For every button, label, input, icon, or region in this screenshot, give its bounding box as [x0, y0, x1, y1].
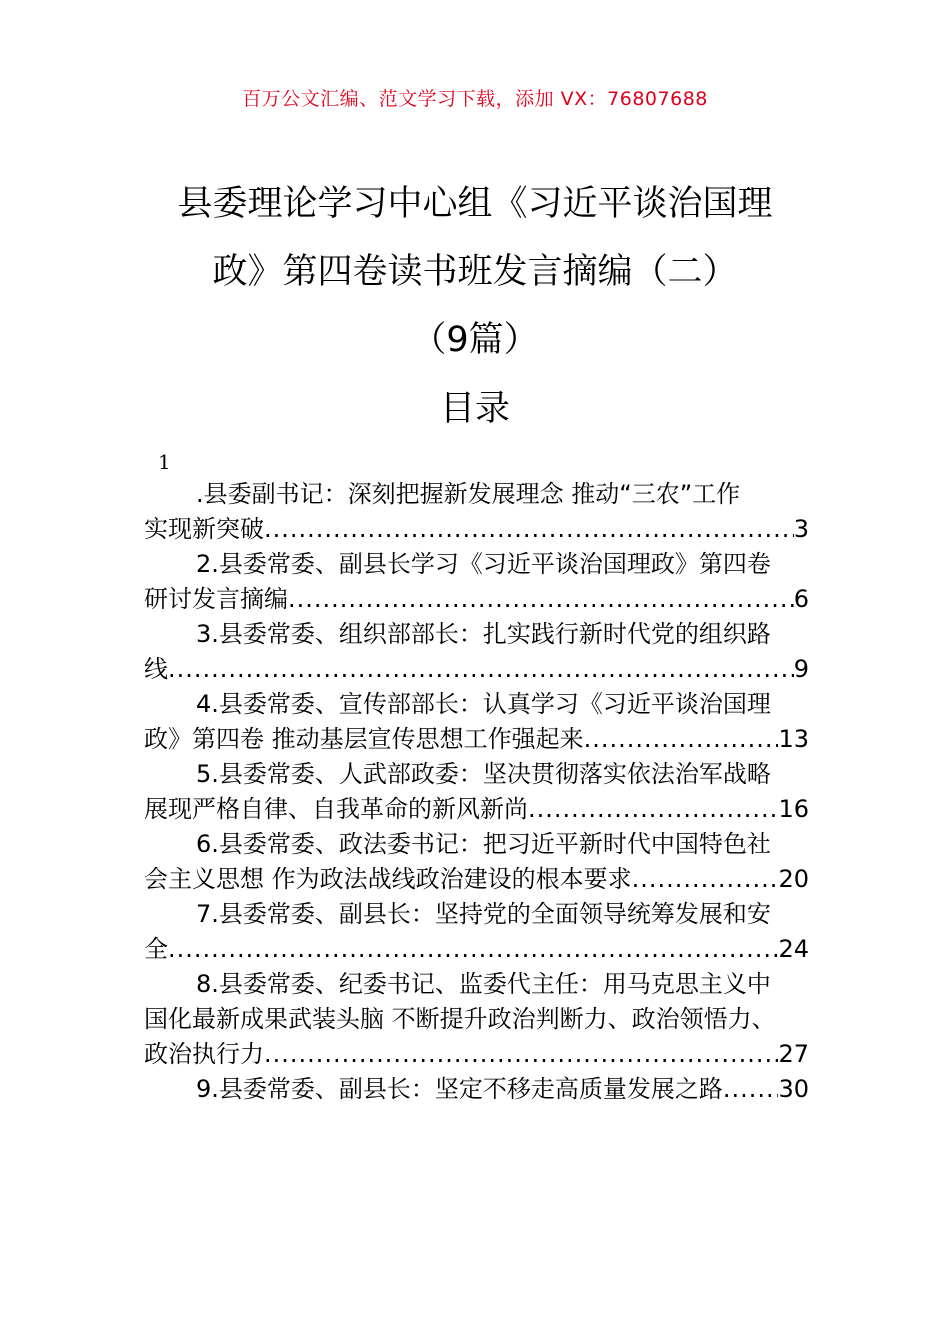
dot-leader — [168, 652, 794, 687]
page-marker: 1 — [158, 450, 171, 474]
toc-entry-6[interactable] — [144, 827, 809, 897]
toc-entry-title-cont: 会主义思想 作为政法战线政治建设的根本要求 — [144, 865, 632, 893]
toc-entry-title-cont: 线 — [144, 655, 168, 683]
toc-entry-title: 5.县委常委、人武部政委：坚决贯彻落实依法治军战略 — [196, 760, 771, 788]
toc-entry-title: 7.县委常委、副县长：坚持党的全面领导统筹发展和安 — [196, 900, 771, 928]
toc-entry-title-cont: 实现新突破 — [144, 515, 264, 543]
toc-entry-title-mid: 国化最新成果武装头脑 不断提升政治判断力、政治领悟力、 — [144, 1005, 776, 1033]
toc-heading: 目录 — [439, 389, 510, 429]
toc-entry-8[interactable] — [144, 967, 809, 1072]
title-line-3: （9篇） — [411, 320, 539, 360]
toc-entry-title: 3.县委常委、组织部部长：扎实践行新时代党的组织路 — [196, 620, 771, 648]
toc-page-number: 30 — [778, 1075, 809, 1103]
toc-entry-title-cont: 政治执行力 — [144, 1040, 264, 1068]
header-note: 百万公文汇编、范文学习下载，添加 VX：76807688 — [242, 88, 708, 110]
toc-entry-7[interactable] — [144, 897, 809, 967]
toc-entry-9[interactable] — [144, 1072, 809, 1107]
document-title — [120, 170, 830, 374]
toc-page-number: 3 — [793, 515, 809, 543]
dot-leader — [264, 1037, 778, 1072]
toc-entry-title-cont: 研讨发言摘编 — [144, 585, 288, 613]
title-line-2: 政》第四卷读书班发言摘编（二） — [212, 252, 738, 292]
toc-entry-1[interactable] — [144, 477, 809, 547]
dot-leader — [584, 722, 779, 757]
toc-entry-title: 8.县委常委、纪委书记、监委代主任：用马克思主义中 — [196, 970, 771, 998]
toc-page-number: 9 — [793, 655, 809, 683]
dot-leader — [723, 1072, 779, 1107]
toc-entry-2[interactable] — [144, 547, 809, 617]
dot-leader — [168, 932, 778, 967]
toc-entry-5[interactable] — [144, 757, 809, 827]
toc-entry-title-cont: 展现严格自律、自我革命的新风新尚 — [144, 795, 528, 823]
toc-page-number: 6 — [793, 585, 809, 613]
dot-leader — [632, 862, 779, 897]
toc-entry-title: 9.县委常委、副县长：坚定不移走高质量发展之路 — [196, 1075, 723, 1103]
toc-page-number: 20 — [778, 865, 809, 893]
title-line-1: 县委理论学习中心组《习近平谈治国理 — [177, 184, 773, 224]
dot-leader — [264, 512, 794, 547]
toc-page-number: 27 — [778, 1040, 809, 1068]
toc-entry-title-cont: 全 — [144, 935, 168, 963]
toc-entry-4[interactable] — [144, 687, 809, 757]
dot-leader — [528, 792, 778, 827]
toc-page-number: 13 — [778, 725, 809, 753]
dot-leader — [288, 582, 794, 617]
toc-entry-title: 6.县委常委、政法委书记：把习近平新时代中国特色社 — [196, 830, 771, 858]
toc-entry-title: 2.县委常委、副县长学习《习近平谈治国理政》第四卷 — [196, 550, 771, 578]
toc-page-number: 24 — [778, 935, 809, 963]
table-of-contents — [144, 477, 809, 1107]
toc-entry-title: 4.县委常委、宣传部部长：认真学习《习近平谈治国理 — [196, 690, 771, 718]
toc-entry-3[interactable] — [144, 617, 809, 687]
toc-page-number: 16 — [778, 795, 809, 823]
toc-entry-title-cont: 政》第四卷 推动基层宣传思想工作强起来 — [144, 725, 584, 753]
toc-entry-title: .县委副书记：深刻把握新发展理念 推动“三农”工作 — [196, 480, 741, 508]
